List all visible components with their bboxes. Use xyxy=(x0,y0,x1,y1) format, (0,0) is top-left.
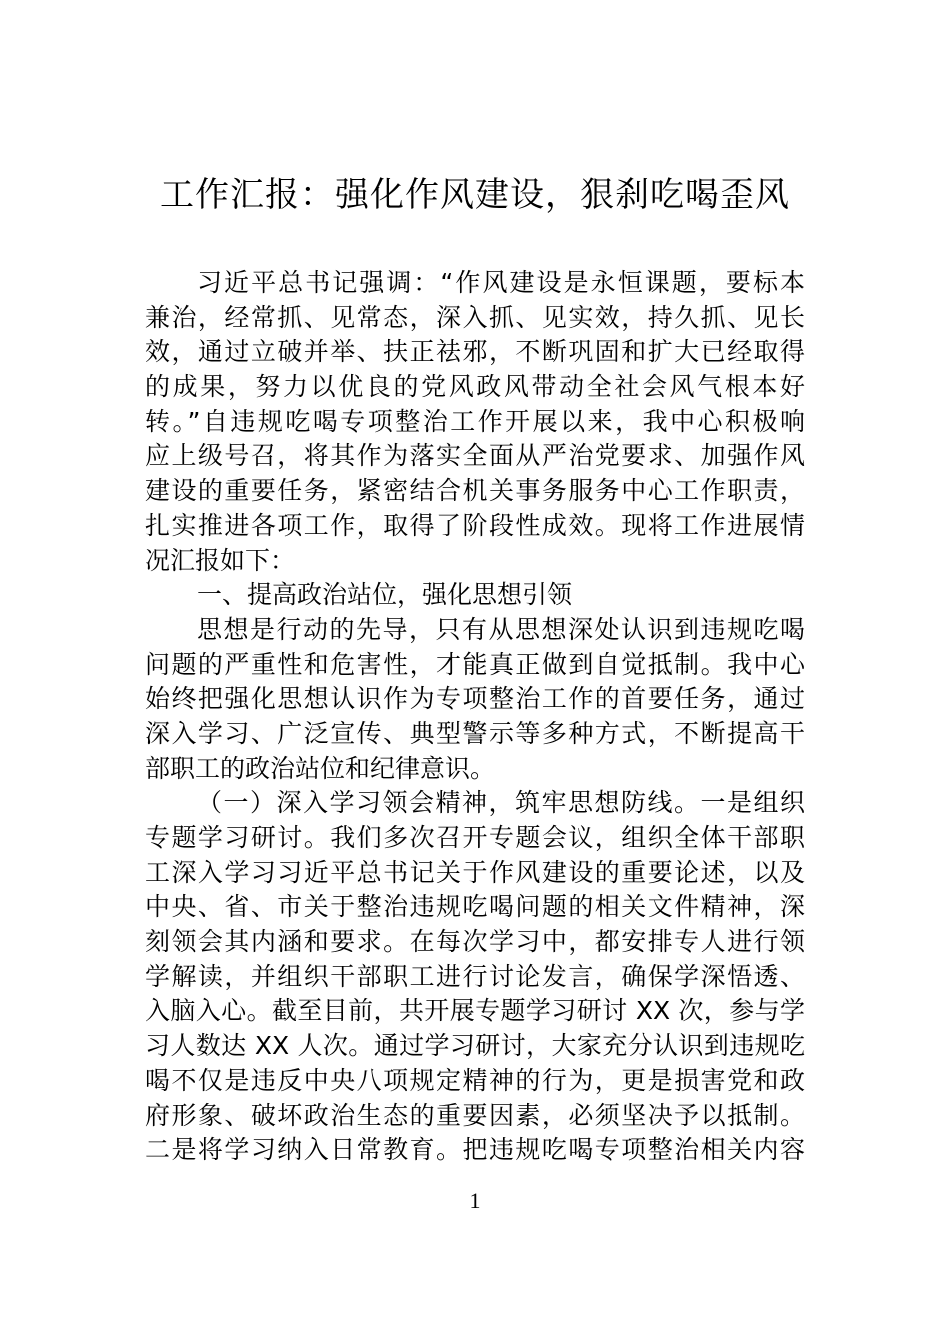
text-line: 府形象、破坏政治生态的重要因素，必须坚决予以抵制。 xyxy=(145,1100,805,1130)
text-line: 学解读，并组织干部职工进行讨论发言，确保学深悟透、 xyxy=(145,961,805,991)
text-line: 习人数达 XX 人次。通过学习研讨，大家充分认识到违规吃 xyxy=(145,1031,805,1061)
text-line: 一、提高政治站位，强化思想引领 xyxy=(197,580,573,610)
text-line: 兼治，经常抓、见常态，深入抓、见实效，持久抓、见长 xyxy=(145,302,805,332)
paragraph xyxy=(145,613,805,786)
text-line: 况汇报如下： xyxy=(145,545,296,575)
paragraph xyxy=(145,266,805,578)
text-line: 中央、省、市关于整治违规吃喝问题的相关文件精神，深 xyxy=(145,892,805,922)
text-line: 效，通过立破并举、扶正祛邪，不断巩固和扩大已经取得 xyxy=(145,337,805,367)
text-line: 刻领会其内涵和要求。在每次学习中，都安排专人进行领 xyxy=(145,927,805,957)
page-number: 1 xyxy=(469,1188,481,1213)
paragraph xyxy=(145,786,805,1168)
text-line: 专题学习研讨。我们多次召开专题会议，组织全体干部职 xyxy=(145,823,805,852)
text-line: 问题的严重性和危害性，才能真正做到自觉抵制。我中心 xyxy=(145,649,805,679)
text-line: 入脑入心。截至目前，共开展专题学习研讨 XX 次，参与学 xyxy=(145,996,805,1026)
text-line: 建设的重要任务，紧密结合机关事务服务中心工作职责， xyxy=(145,476,805,506)
text-line: 思想是行动的先导，只有从思想深处认识到违规吃喝 xyxy=(197,614,805,644)
document-title: 工作汇报：强化作风建设，狠刹吃喝歪风 xyxy=(160,175,790,215)
text-line: 应上级号召，将其作为落实全面从严治党要求、加强作风 xyxy=(145,441,805,471)
text-line: 始终把强化思想认识作为专项整治工作的首要任务，通过 xyxy=(145,684,805,714)
text-line: 的成果，努力以优良的党风政风带动全社会风气根本好 xyxy=(145,372,805,402)
document-body xyxy=(145,266,805,1168)
section-heading xyxy=(145,578,805,613)
text-line: 喝不仅是违反中央八项规定精神的行为，更是损害党和政 xyxy=(145,1065,805,1095)
text-line: 部职工的政治站位和纪律意识。 xyxy=(145,753,496,783)
text-line: （一）深入学习领会精神，筑牢思想防线。一是组织 xyxy=(197,788,805,818)
text-line: 习近平总书记强调：“作风建设是永恒课题，要标本 xyxy=(197,268,805,297)
text-line: 转。”自违规吃喝专项整治工作开展以来，我中心积极响 xyxy=(145,406,805,436)
text-line: 二是将学习纳入日常教育。把违规吃喝专项整治相关内容 xyxy=(145,1135,805,1165)
text-line: 扎实推进各项工作，取得了阶段性成效。现将工作进展情 xyxy=(145,510,805,540)
text-line: 深入学习、广泛宣传、典型警示等多种方式，不断提高干 xyxy=(145,718,805,748)
text-line: 工深入学习习近平总书记关于作风建设的重要论述，以及 xyxy=(145,857,805,887)
